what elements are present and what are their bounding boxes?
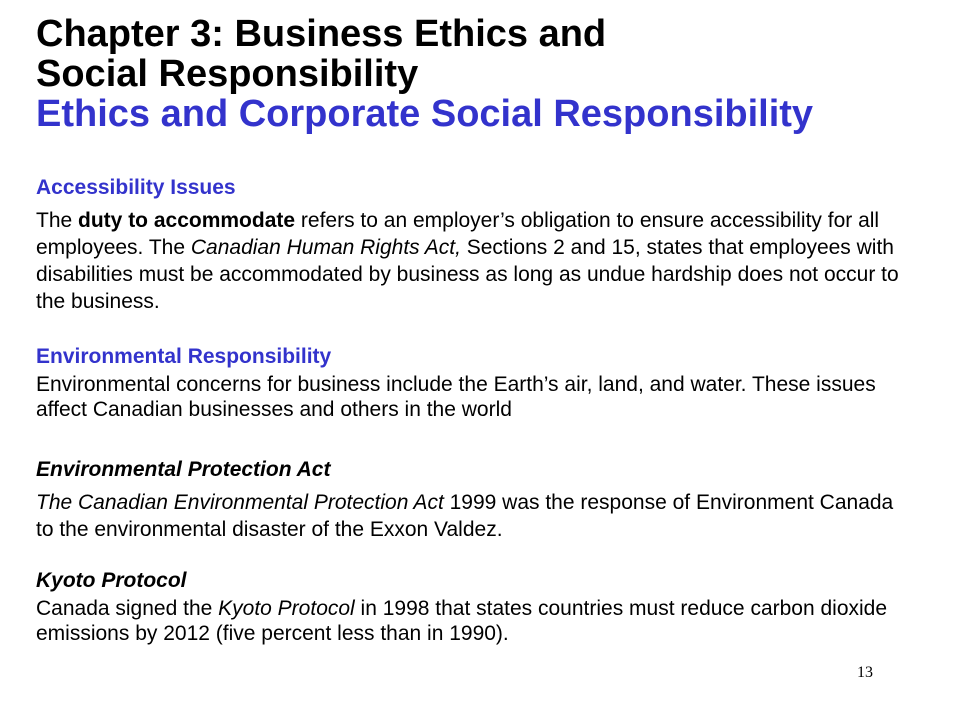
environmental-section bbox=[36, 344, 916, 422]
protection-act-text: 1999 was the response of Environment Canada to the environmental disaster of the Exxon Valdez. bbox=[36, 491, 894, 541]
accessibility-section bbox=[36, 175, 916, 315]
accessibility-text-2: refers to an employer’s obligation to ensure accessibility for all employees. The bbox=[36, 209, 880, 259]
slide-subtitle: Ethics and Corporate Social Responsibility bbox=[36, 93, 814, 135]
kyoto-protocol-title: Kyoto Protocol bbox=[218, 597, 355, 620]
title-line-2: Social Responsibility bbox=[36, 53, 419, 95]
protection-act-title: The Canadian Environmental Protection Act bbox=[36, 491, 444, 514]
protection-act-section bbox=[36, 457, 916, 543]
protection-act-paragraph bbox=[36, 489, 916, 543]
slide-title bbox=[36, 14, 936, 134]
accessibility-heading: Accessibility Issues bbox=[36, 176, 236, 199]
environmental-heading: Environmental Responsibility bbox=[36, 345, 332, 368]
accessibility-text-3: Sections 2 and 15, states that employees with disabilities must be accommodated by business as long as undue hardship does not occur to the business. bbox=[36, 236, 899, 313]
duty-to-accommodate-term: duty to accommodate bbox=[78, 209, 296, 232]
accessibility-text-1: The bbox=[36, 209, 79, 232]
protection-act-heading: Environmental Protection Act bbox=[36, 458, 331, 481]
page-number: 13 bbox=[857, 664, 873, 681]
kyoto-heading: Kyoto Protocol bbox=[36, 569, 187, 592]
title-line-1: Chapter 3: Business Ethics and bbox=[36, 13, 607, 55]
kyoto-section bbox=[36, 568, 916, 646]
environmental-paragraph: Environmental concerns for business include the Earth’s air, land, and water. These issues affect Canadian businesses and others in the world bbox=[36, 373, 876, 421]
kyoto-text-2: in 1998 that states countries must reduce carbon dioxide emissions by 2012 (five percent less than in 1990). bbox=[36, 597, 888, 645]
kyoto-text-1: Canada signed the bbox=[36, 597, 219, 620]
kyoto-paragraph bbox=[36, 596, 916, 646]
accessibility-paragraph bbox=[36, 207, 916, 315]
human-rights-act-title: Canadian Human Rights Act, bbox=[190, 236, 461, 259]
